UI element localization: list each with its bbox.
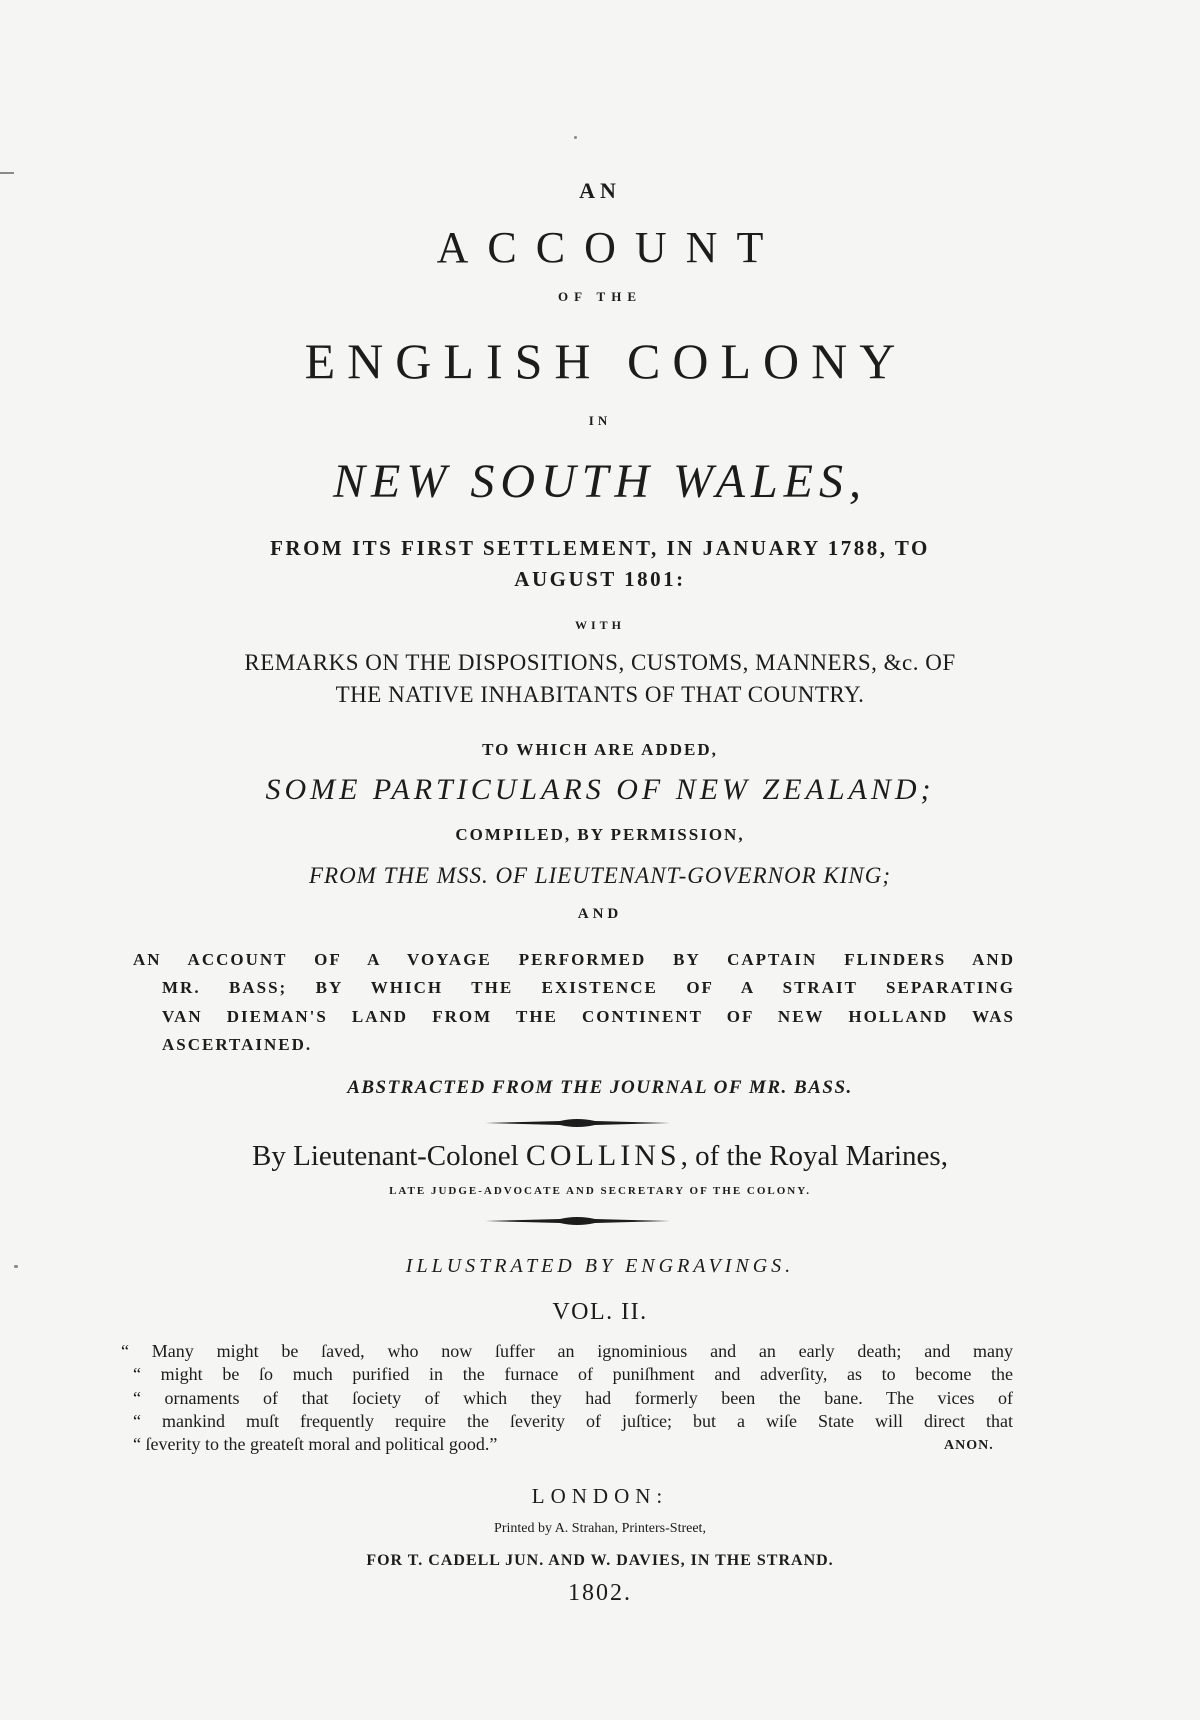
abstracted-line: ABSTRACTED FROM THE JOURNAL OF MR. BASS. [347,1077,853,1098]
author-role: LATE JUDGE-ADVOCATE AND SECRETARY OF THE COLONY. [389,1185,811,1197]
compiled-label: COMPILED, BY PERMISSION, [455,825,745,844]
ornamental-rule-upper [485,1117,670,1129]
author-name: COLLINS [525,1139,681,1172]
epigraph-line: “ ornaments of that ſociety of which they had formerly been the bane. The vices of [133,1388,1013,1408]
mss-line: FROM THE MSS. OF LIEUTENANT-GOVERNOR KING; [308,863,892,888]
voyage-line: AN ACCOUNT OF A VOYAGE PERFORMED BY CAPTAIN FLINDERS AND [133,950,1015,969]
ornamental-rule-lower [485,1215,670,1227]
title-new-south-wales: NEW SOUTH WALES, [333,455,867,508]
imprint-printer: Printed by A. Strahan, Printers-Street, [494,1521,706,1536]
and-label: AND [577,906,623,922]
voyage-line: ASCERTAINED. [162,1035,313,1054]
epigraph-line: “ Many might be ſaved, who now ſuffer an ignominious and an early death; and many [121,1341,1013,1361]
epigraph-line: “ might be ſo much purified in the furnace of puniſhment and adverſity, as to become the [133,1364,1013,1384]
imprint-city: LONDON: [531,1484,669,1508]
title-english-colony: ENGLISH COLONY [304,333,908,389]
title-account: ACCOUNT [436,223,783,272]
illustrated-line: ILLUSTRATED BY ENGRAVINGS. [405,1255,795,1277]
margin-dot [574,136,577,139]
remarks-line-1: REMARKS ON THE DISPOSITIONS, CUSTOMS, MANNERS, &c. OF [244,650,956,675]
author-suffix: , of the Royal Marines, [680,1140,948,1172]
imprint-publisher: FOR T. CADELL JUN. AND W. DAVIES, IN THE STRAND. [366,1552,834,1569]
author-line [0,1141,1200,1171]
title-an: AN [579,178,621,203]
with-label: WITH [574,618,625,632]
title-in: IN [588,413,612,428]
remarks-line-2: THE NATIVE INHABITANTS OF THAT COUNTRY. [335,682,865,707]
epigraph-line: “ ſeverity to the greateſt moral and political good.” [133,1434,498,1454]
epigraph-author: ANON. [944,1438,994,1453]
volume-line: VOL. II. [552,1299,648,1325]
voyage-line: MR. BASS; BY WHICH THE EXISTENCE OF A STRAIT SEPARATING [162,978,1015,997]
new-zealand-line: SOME PARTICULARS OF NEW ZEALAND; [265,773,935,806]
title-of-the: OF THE [557,289,643,304]
period-line-2: AUGUST 1801: [514,567,686,591]
author-prefix: By Lieutenant-Colonel [252,1140,526,1172]
added-label: TO WHICH ARE ADDED, [482,740,718,759]
voyage-line: VAN DIEMAN'S LAND FROM THE CONTINENT OF NEW HOLLAND WAS [162,1007,1015,1026]
period-line-1: FROM ITS FIRST SETTLEMENT, IN JANUARY 1788, TO [270,536,930,560]
imprint-year: 1802. [568,1580,632,1606]
corner-smudge [0,172,14,174]
epigraph-line: “ mankind muſt frequently require the ſeverity of juſtice; but a wiſe State will direct that [133,1411,1013,1431]
